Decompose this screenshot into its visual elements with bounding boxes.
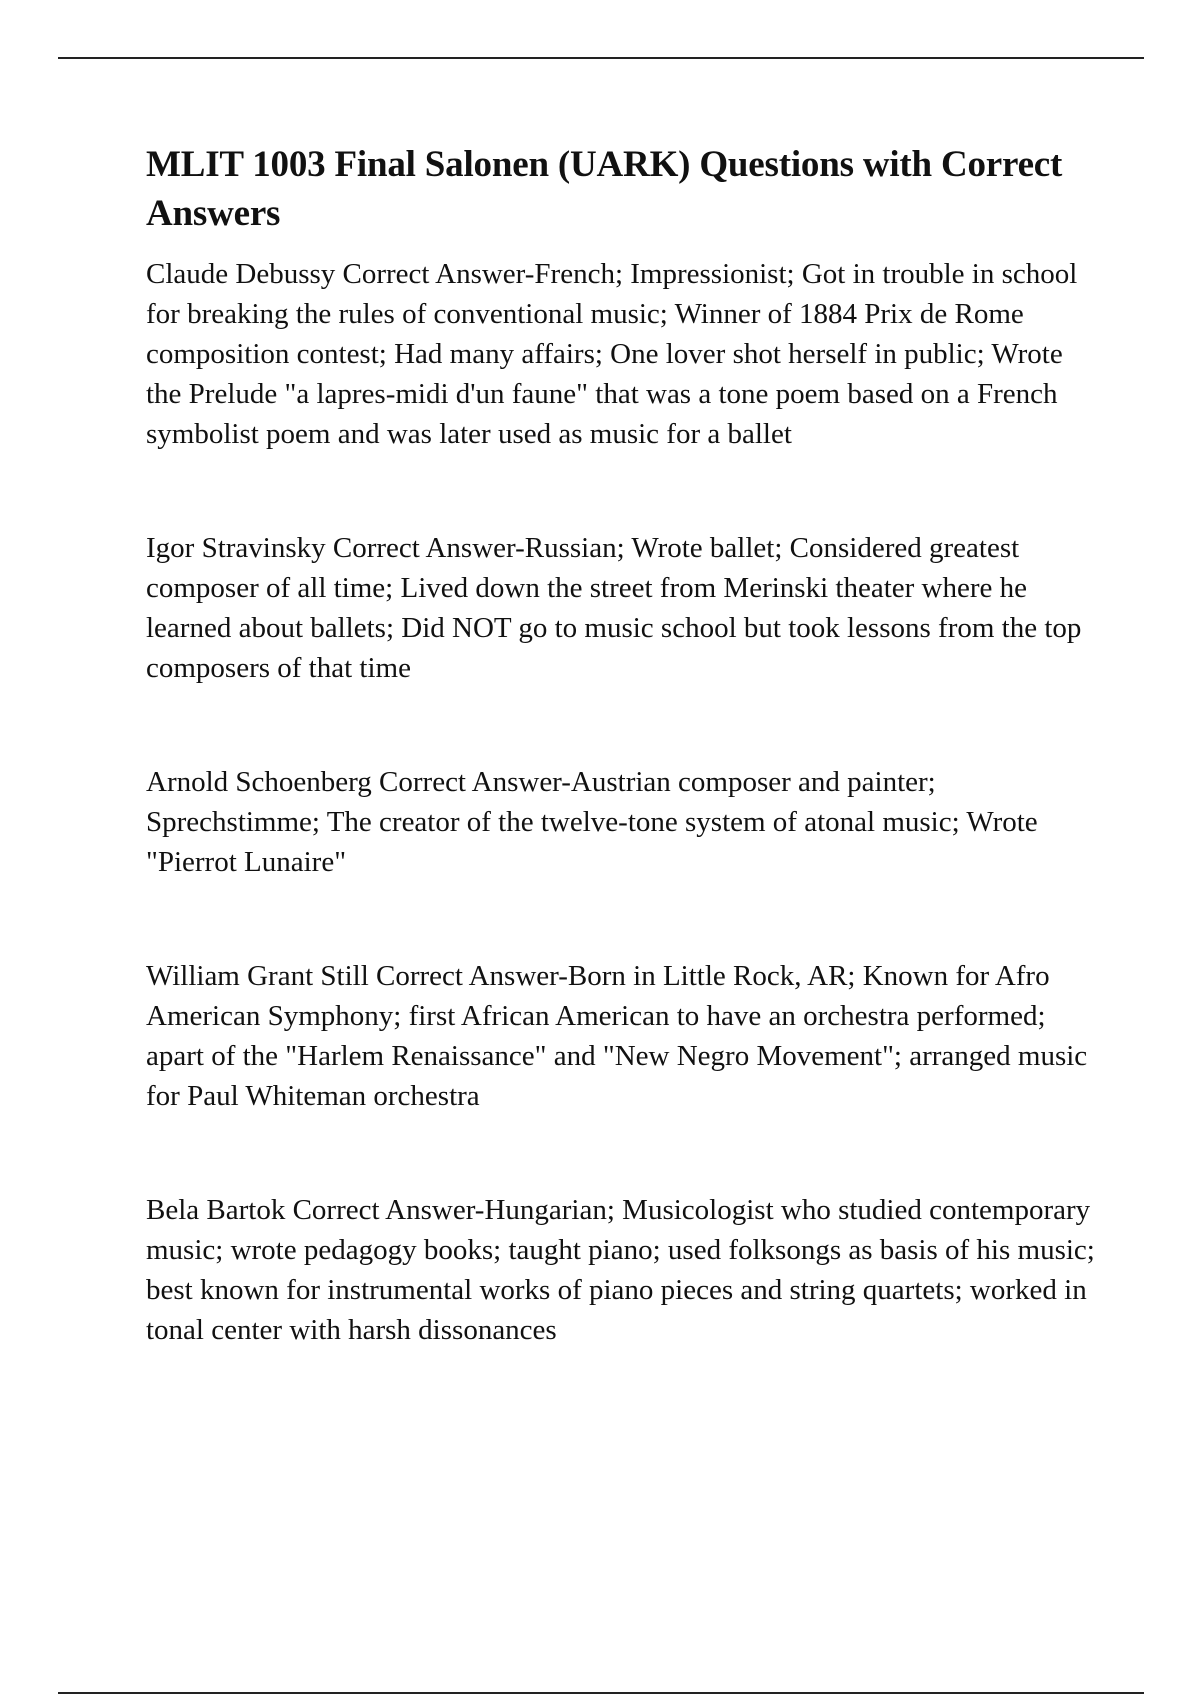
- qa-entry-bartok: Bela Bartok Correct Answer-Hungarian; Musicologist who studied contemporary music; wrote pedagogy books; taught piano; used folksongs as basis of his music; best known for instrumental works of piano pieces and string quartets; worked in tonal center with harsh dissonances: [146, 1194, 1095, 1346]
- qa-entry-schoenberg: Arnold Schoenberg Correct Answer-Austrian composer and painter; Sprechstimme; The creator of the twelve-tone system of atonal music; Wrote "Pierrot Lunaire": [146, 766, 1038, 878]
- document-title: MLIT 1003 Final Salonen (UARK) Questions with Correct Answers: [146, 144, 1063, 234]
- header-rule: [58, 57, 1144, 59]
- footer-rule: [58, 1692, 1144, 1694]
- qa-entry-stravinsky: Igor Stravinsky Correct Answer-Russian; Wrote ballet; Considered greatest composer of all time; Lived down the street from Merinski theater where he learned about ballets; Did NOT go to music school but took lessons from the top composers of that time: [146, 532, 1082, 684]
- qa-entry-debussy: Claude Debussy Correct Answer-French; Impressionist; Got in trouble in school for breaking the rules of conventional music; Winner of 1884 Prix de Rome composition contest; Had many affairs; One lover shot herself in public; Wrote the Prelude "a lapres-midi d'un faune" that was a tone poem based on a French symbolist poem and was later used as music for a ballet: [146, 258, 1078, 450]
- qa-entry-still: William Grant Still Correct Answer-Born in Little Rock, AR; Known for Afro American Symphony; first African American to have an orchestra performed; apart of the "Harlem Renaissance" and "New Negro Movement"; arranged music for Paul Whiteman orchestra: [146, 960, 1088, 1112]
- document-body: [146, 140, 1096, 1350]
